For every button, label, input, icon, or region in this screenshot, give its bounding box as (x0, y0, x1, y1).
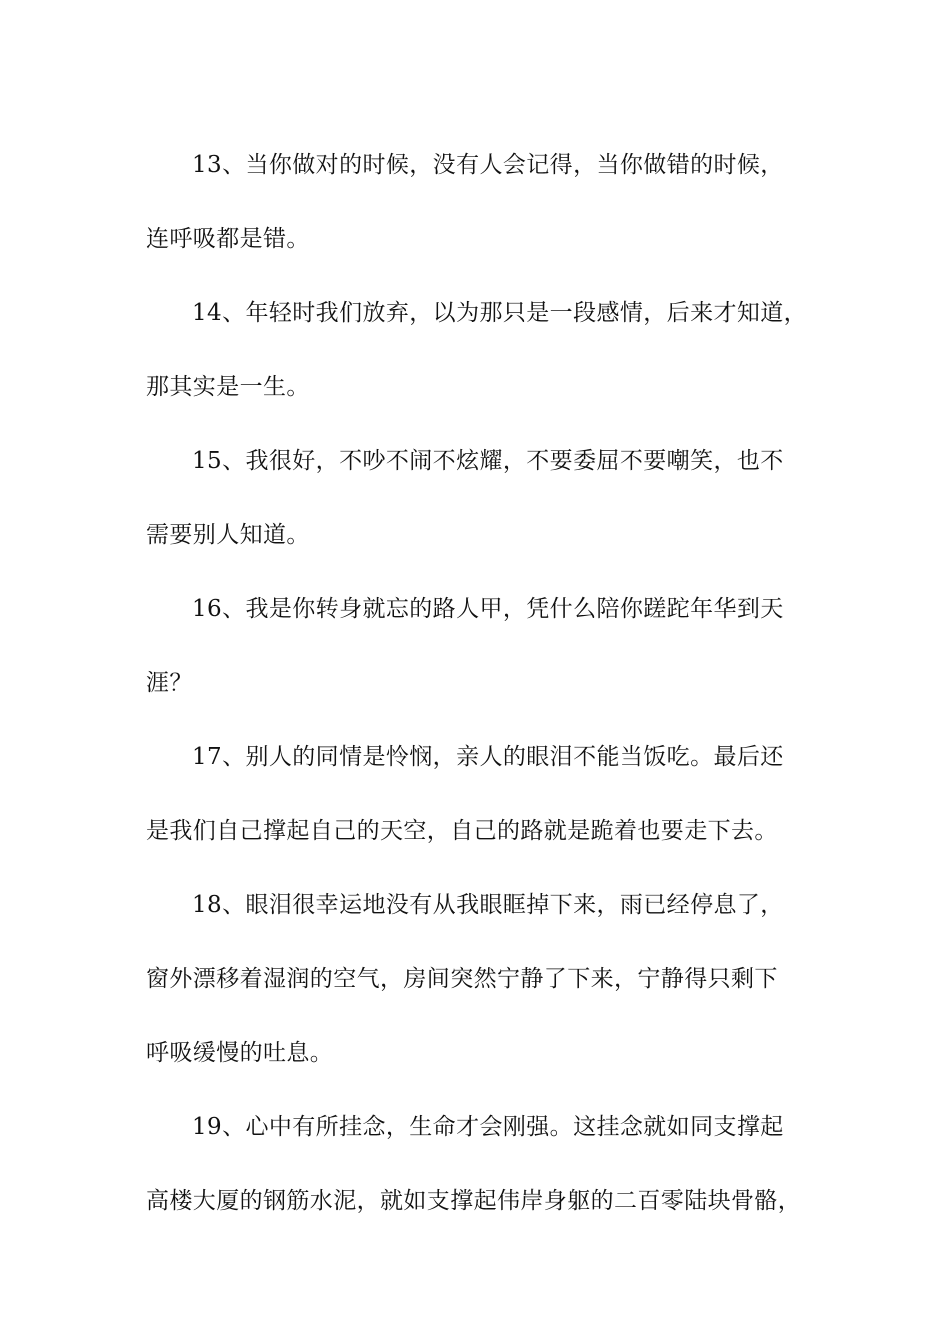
paragraph-line: 那其实是一生。 (146, 374, 310, 400)
paragraph-line: 涯？ (146, 670, 193, 696)
paragraph-line: 13、当你做对的时候，没有人会记得，当你做错的时候， (192, 152, 784, 178)
paragraph-line: 窗外漂移着湿润的空气，房间突然宁静了下来，宁静得只剩下 (146, 966, 778, 992)
document-body (146, 128, 812, 1238)
paragraph-15 (146, 424, 812, 572)
paragraph-line: 连呼吸都是错。 (146, 226, 310, 252)
paragraph-line: 14、年轻时我们放弃，以为那只是一段感情，后来才知道， (192, 300, 808, 326)
paragraph-line: 15、我很好，不吵不闹不炫耀，不要委屈不要嘲笑，也不 (192, 448, 784, 474)
paragraph-line: 19、心中有所挂念，生命才会刚强。这挂念就如同支撑起 (192, 1114, 784, 1140)
paragraph-13 (146, 128, 812, 276)
paragraph-line: 是我们自己撑起自己的天空，自己的路就是跪着也要走下去。 (146, 818, 778, 844)
paragraph-line: 16、我是你转身就忘的路人甲，凭什么陪你蹉跎年华到天 (192, 596, 784, 622)
paragraph-line: 高楼大厦的钢筋水泥，就如支撑起伟岸身躯的二百零陆块骨骼， (146, 1188, 802, 1214)
paragraph-line: 需要别人知道。 (146, 522, 310, 548)
paragraph-line: 18、眼泪很幸运地没有从我眼眶掉下来，雨已经停息了， (192, 892, 784, 918)
paragraph-line: 17、别人的同情是怜悯，亲人的眼泪不能当饭吃。最后还 (192, 744, 784, 770)
paragraph-14 (146, 276, 812, 424)
paragraph-19 (146, 1090, 812, 1238)
paragraph-17 (146, 720, 812, 868)
paragraph-16 (146, 572, 812, 720)
paragraph-line: 呼吸缓慢的吐息。 (146, 1040, 334, 1066)
paragraph-18 (146, 868, 812, 1090)
